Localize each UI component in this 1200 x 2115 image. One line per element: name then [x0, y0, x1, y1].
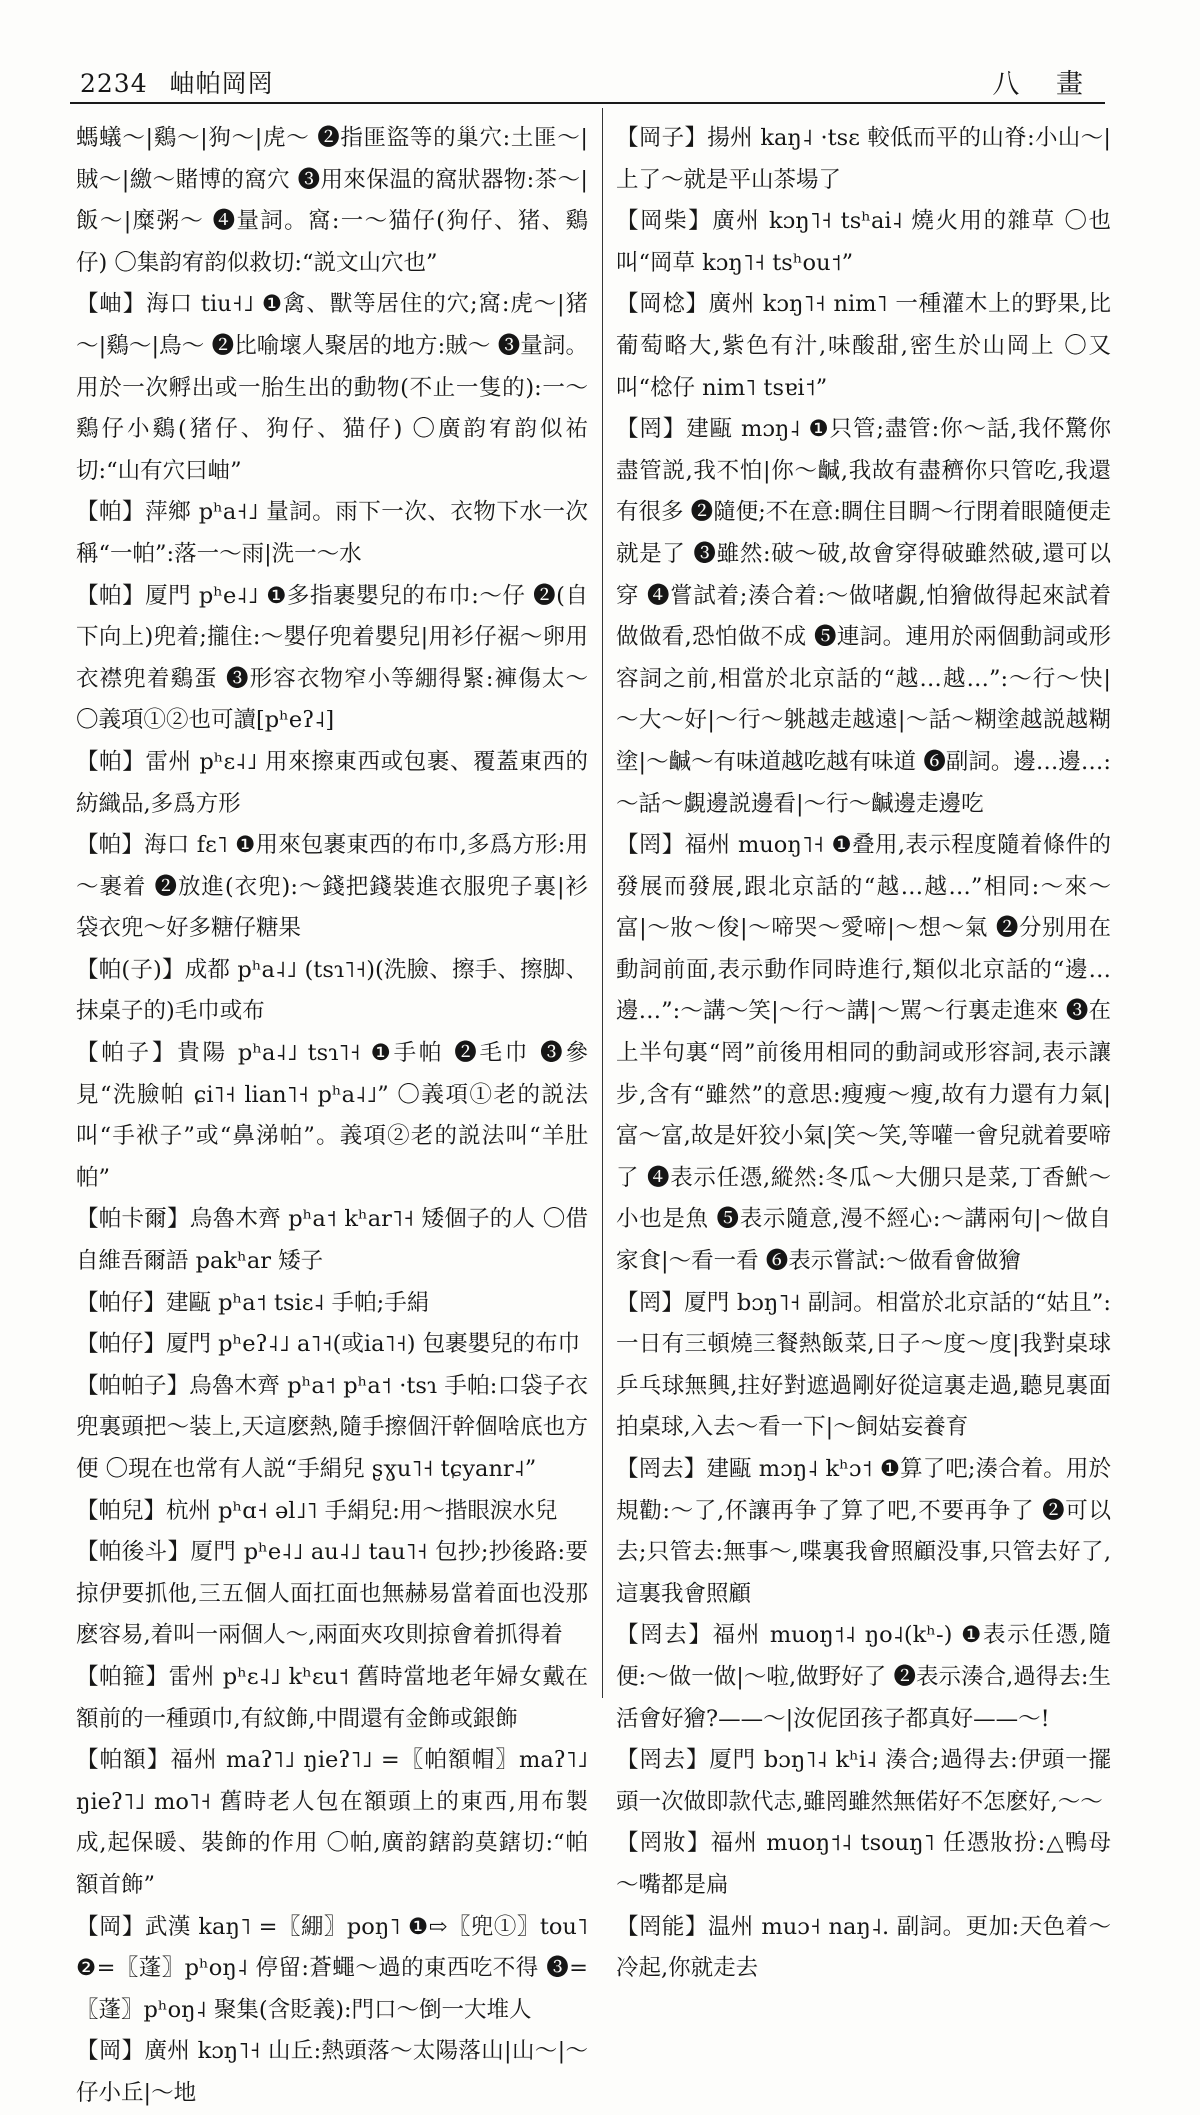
entry-pa-xiamen: 【帕】厦門 pʰe˨˩ ❶多指裹嬰兒的布巾:～仔 ❷(自下向上)兜着;攏住:～嬰仔兜着嬰兒|用衫仔裾～卵用衣襟兜着鷄蛋 ❸形容衣物窄小等綳得緊:褲傷太～ 〇義項①②也可讀[pʰeʔ˨]	[76, 582, 588, 734]
entry-pakaer: 【帕卡爾】烏魯木齊 pʰa˦ kʰar˥˧ 矮個子的人 〇借自維吾爾語 pakʰar 矮子	[76, 1206, 588, 1275]
header-left	[80, 64, 274, 100]
entry-gang-guangzhou: 【岡】廣州 kɔŋ˥˧ 山丘:熱頭落～太陽落山|山～|～仔小丘|～地	[76, 2038, 588, 2106]
entry-gangzi-yangzhou: 【岡子】揚州 kaŋ˨ ·tsɛ 較低而平的山脊:小山～|上了～就是平山茶場了	[616, 125, 1111, 193]
right-column	[616, 118, 1111, 1982]
entry-pagu-leizhou: 【帕箍】雷州 pʰɛ˨˩ kʰɛu˦ 舊時當地老年婦女戴在額前的一種頭巾,有紋飾,中間還有金飾或銀飾	[76, 1663, 588, 1732]
left-column	[76, 118, 588, 2106]
column-divider	[602, 108, 603, 1698]
entry-wang-fuzhou: 【罔】福州 muoŋ˥˧ ❶叠用,表示程度隨着條件的發展而發展,跟北京話的“越…越…”相同:～來～富|～妝～俊|～啼哭～愛啼|～想～氣 ❷分别用在動詞前面,表示動作同時進行,類似北京話的“邊…邊…”:～講～笑|～行～講|～駡～行裏走進來 ❸在上半句裏“罔”前後用相同的動詞或形容詞,表示讓步,含有“雖然”的意思:瘦瘦～瘦,故有力還有力氣|富～富,故是奸狡小氣|笑～笑,等嚾一會兒就着要啼了 ❹表示任憑,縱然:冬瓜～大倗只是菜,丁香鮘～小也是魚 ❺表示隨意,漫不經心:～講兩句|～做自家食|～看一看 ❻表示嘗試:～做看會做獪	[616, 832, 1111, 1275]
entry-gangchai: 【岡柴】廣州 kɔŋ˥˧ tsʰai˨ 燒火用的雜草 〇也叫“岡草 kɔŋ˥˧ tsʰou˦”	[616, 208, 1111, 276]
page-number: 2234	[80, 69, 148, 98]
entry-pazai-xiamen: 【帕仔】厦門 pʰeʔ˨˩ a˥˧(或ia˥˧) 包裹嬰兒的布巾	[76, 1331, 581, 1358]
entry-wangzhuang: 【罔妝】福州 muoŋ˦˨ tsouŋ˥ 任憑妝扮:△鴨母～嘴都是扁	[616, 1830, 1111, 1898]
entry-continuation: 螞蟻～|鷄～|狗～|虎～ ❷指匪盜等的巢穴:土匪～|賊～|繳～賭博的窩穴 ❸用來保温的窩狀器物:茶～|飯～|糜粥～ ❹量詞。窩:一～猫仔(狗仔、猪、鷄仔) 〇集韵宥韵似救切:“説文山穴也”	[76, 125, 588, 276]
entry-gangren: 【岡棯】廣州 kɔŋ˥˧ nim˥ 一種灌木上的野果,比葡萄略大,紫色有汁,味酸甜,密生於山岡上 〇又叫“棯仔 nim˥ tsɐi˦”	[616, 291, 1111, 401]
entry-pahoudou: 【帕後斗】厦門 pʰe˨˩ au˨˩ tau˥˧ 包抄;抄後路:要掠伊要抓他,三五個人面扛面也無赫易當着面也没那麽容易,着叫一兩個人～,兩面夾攻則掠會着抓得着	[76, 1539, 588, 1649]
entry-gang-wuhan: 【岡】武漢 kaŋ˥ =〖綳〗poŋ˥ ❶⇨〖兜①〗tou˥ ❷=〖蓬〗pʰoŋ˨ 停留:蒼蠅～過的東西吃不得 ❸=〖蓬〗pʰoŋ˨ 聚集(含貶義):門口～倒一大堆人	[76, 1913, 588, 2023]
entry-wangqu-jianou: 【罔去】建甌 mɔŋ˨ kʰɔ˦ ❶算了吧;湊合着。用於規勸:～了,伓讓再争了算了吧,不要再争了 ❷可以去;只管去:無事～,喋裏我會照顧没事,只管去好了,這裏我會照顧	[616, 1456, 1111, 1607]
entry-wangqu-fuzhou: 【罔去】福州 muoŋ˦˨ ŋo˨(kʰ-) ❶表示任憑,隨便:～做一做|～啦,做野好了 ❷表示湊合,過得去:生活會好獪?——～|汝伲囝孩子都真好——～!	[616, 1622, 1111, 1732]
entry-pazai-jianou: 【帕仔】建甌 pʰa˦ tsiɛ˨ 手帕;手絹	[76, 1289, 430, 1316]
entry-pa-leizhou: 【帕】雷州 pʰɛ˨˩ 用來擦東西或包裹、覆蓋東西的紡織品,多爲方形	[76, 748, 588, 817]
entry-wang-xiamen: 【罔】厦門 bɔŋ˥˧ 副詞。相當於北京話的“姑且”:一日有三頓燒三餐熱飯菜,日子～度～度|我對桌球乒乓球無興,拄好對遮過剛好從這裏走過,聽見裏面拍桌球,入去～看一下|～飼姑妄養育	[616, 1289, 1111, 1441]
entry-pazi-guiyang: 【帕子】貴陽 pʰa˨˩ tsɿ˥˧ ❶手帕 ❷毛巾 ❸參見“洗臉帕 ɕi˥˧ lian˥˧ pʰa˨˩” 〇義項①老的説法叫“手袱子”或“鼻涕帕”。義項②老的説法叫“羊肚帕”	[76, 1040, 588, 1191]
entry-papazi: 【帕帕子】烏魯木齊 pʰa˦ pʰa˦ ·tsɿ 手帕:口袋子衣兜裏頭把～装上,天這麽熱,隨手擦個汗幹個啥底也方便 〇現在也常有人説“手絹兒 ʂɣu˥˧ tɕyanr˨”	[76, 1372, 588, 1482]
page-header	[70, 62, 1105, 104]
entry-wangneng: 【罔能】温州 muɔ˧ naŋ˨. 副詞。更加:天色着～冷起,你就走去	[616, 1913, 1111, 1982]
entry-xiu-haikou: 【岫】海口 tiu˧˩ ❶禽、獸等居住的穴;窩:虎～|猪～|鷄～|鳥～ ❷比喻壞人聚居的地方:賊～ ❸量詞。用於一次孵出或一胎生出的動物(不止一隻的):一～鷄仔小鷄(猪仔、狗仔、猫仔) 〇廣韵宥韵似祐切:“山有穴曰岫”	[76, 291, 588, 484]
entry-pa-pingxiang: 【帕】萍鄉 pʰa˧˩ 量詞。雨下一次、衣物下水一次稱“一帕”:落一～雨|洗一～水	[76, 499, 588, 567]
entry-pae-fuzhou: 【帕額】福州 maʔ˥˩ ŋieʔ˥˩ =〖帕額帽〗maʔ˥˩ ŋieʔ˥˩ mo˥˧ 舊時老人包在額頭上的東西,用布製成,起保暖、裝飾的作用 〇帕,廣韵鎋韵莫鎋切:“帕額首飾”	[76, 1747, 588, 1898]
entry-wangqu-xiamen: 【罔去】厦門 bɔŋ˥˨ kʰi˨ 湊合;過得去:伊頭一擺頭一次做即款代志,雖罔雖然無偌好不怎麽好,～～	[616, 1747, 1111, 1815]
entry-paer-hangzhou: 【帕兒】杭州 pʰɑ˧ əl˩˥ 手絹兒:用～揩眼淚水兒	[76, 1497, 558, 1524]
entry-pazi-chengdu: 【帕(子)】成都 pʰa˨˩ (tsɿ˥˧)(洗臉、擦手、擦脚、抹桌子的)毛巾或布	[76, 956, 588, 1025]
entry-wang-jianou: 【罔】建甌 mɔŋ˨ ❶只管;盡管:你～話,我伓驚你盡管説,我不怕|你～䶢,我故有盡穧你只管吃,我還有很多 ❷隨便;不在意:睭住目睭～行閉着眼隨便走就是了 ❸雖然:破～破,故會穿得破雖然破,還可以穿 ❹嘗試着;湊合着:～做啫覷,怕獪做得起來試着做做看,恐怕做不成 ❺連詞。連用於兩個動詞或形容詞之前,相當於北京話的“越…越…”:～行～快|～大～好|～行～䠷越走越遠|～話～糊塗越説越糊塗|～䶢～有味道越吃越有味道 ❻副詞。邊…邊…:～話～覷邊説邊看|～行～䶢邊走邊吃	[616, 416, 1111, 817]
entry-pa-haikou: 【帕】海口 fɛ˥ ❶用來包裹東西的布巾,多爲方形:用～裹着 ❷放進(衣兜):～錢把錢裝進衣服兜子裏|衫袋衣兜～好多糖仔糖果	[76, 832, 588, 942]
section-label: 八 畫	[992, 69, 1097, 100]
header-title-chars: 岫帕岡罔	[169, 69, 274, 98]
